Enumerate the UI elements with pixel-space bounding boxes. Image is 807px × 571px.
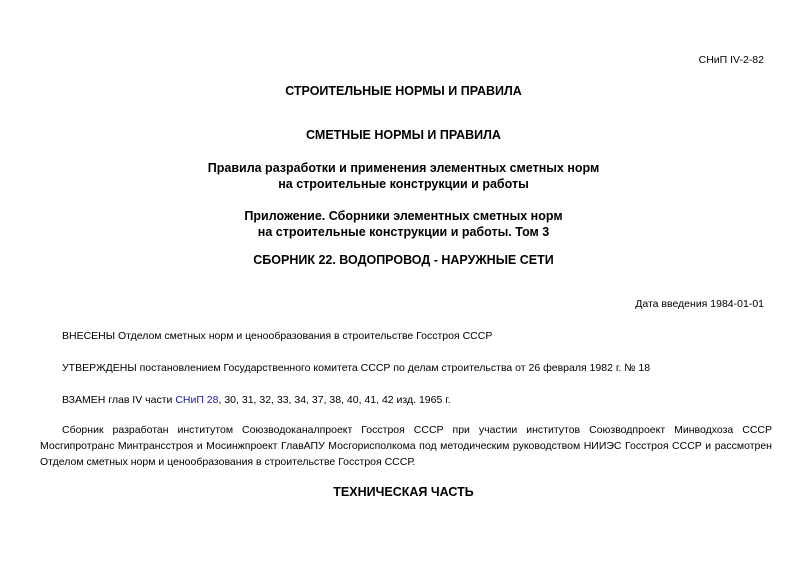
appendix-title-line2: на строительные конструкции и работы. Том 3	[257, 225, 550, 239]
section-title	[0, 484, 807, 500]
collection-title	[0, 252, 807, 268]
section-title-text: ТЕХНИЧЕСКАЯ ЧАСТЬ	[333, 485, 474, 499]
document-code: СНиП IV-2-82	[698, 54, 764, 66]
snip-28-link[interactable]: СНиП 28	[175, 394, 219, 406]
title-main	[0, 83, 807, 99]
rules-title-line2: на строительные конструкции и работы	[278, 177, 529, 191]
replaces-paragraph	[62, 392, 451, 408]
developed-by-paragraph: Сборник разработан институтом Союзводоканалпроект Госстроя СССР при участии институтов Союзводпроект Минводхоза СССР Мосгипротранс Минтрансстроя и Мосинжпроект ГлавАПУ Мосгорисполкома под методическим руководством НИИЭС Госстроя СССР и рассмотрен Отделом сметных норм и ценообразования в строительстве Госстроя СССР.	[40, 424, 772, 468]
rules-title	[0, 160, 807, 192]
rules-title-line1: Правила разработки и применения элементных сметных норм	[207, 161, 600, 175]
collection-title-text: СБОРНИК 22. ВОДОПРОВОД - НАРУЖНЫЕ СЕТИ	[253, 253, 554, 267]
approved-paragraph: УТВЕРЖДЕНЫ постановлением Государственного комитета СССР по делам строительства от 26 февраля 1982 г. № 18	[62, 362, 651, 374]
replaces-suffix: , 30, 31, 32, 33, 34, 37, 38, 40, 41, 42 изд. 1965 г.	[218, 394, 451, 406]
title-main-text: СТРОИТЕЛЬНЫЕ НОРМЫ И ПРАВИЛА	[285, 84, 522, 98]
intro-date: Дата введения 1984-01-01	[635, 298, 764, 310]
replaces-prefix: ВЗАМЕН глав IV части	[62, 394, 176, 406]
title-estimate-text: СМЕТНЫЕ НОРМЫ И ПРАВИЛА	[306, 128, 501, 142]
appendix-title	[0, 208, 807, 240]
submitted-paragraph: ВНЕСЕНЫ Отделом сметных норм и ценообразования в строительстве Госстроя СССР	[62, 330, 493, 342]
appendix-title-line1: Приложение. Сборники элементных сметных норм	[244, 209, 563, 223]
title-estimate	[0, 127, 807, 143]
